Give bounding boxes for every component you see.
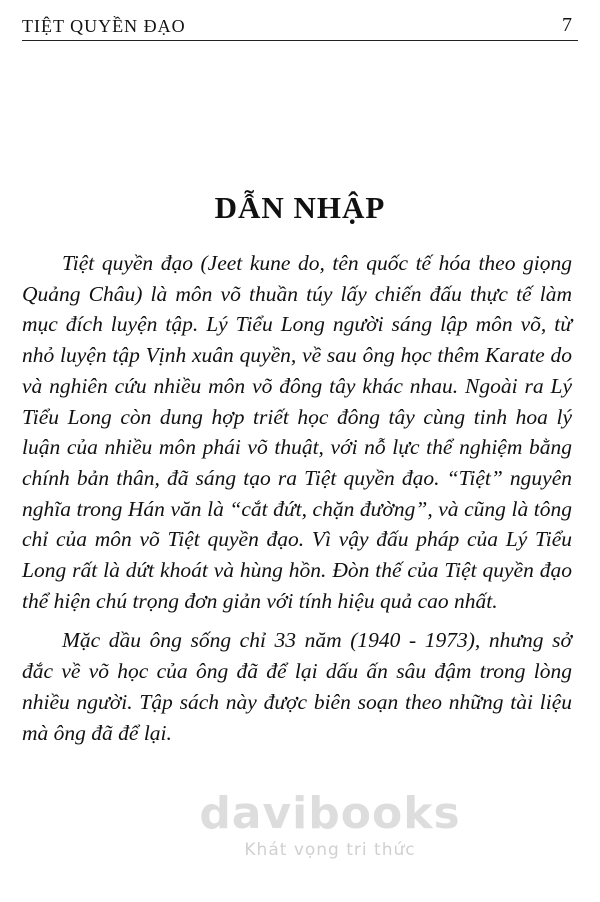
watermark: [170, 788, 490, 860]
watermark-slogan: Khát vọng tri thức: [244, 840, 416, 860]
watermark-brand: davibooks: [199, 788, 461, 839]
paragraph: Tiệt quyền đạo (Jeet kune do, tên quốc tế hóa theo giọng Quảng Châu) là môn võ thuần túy lấy chiến đấu thực tế làm mục đích luyện tập. Lý Tiểu Long người sáng lập môn võ, từ nhỏ luyện tập Vịnh xuân quyền, về sau ông học thêm Karate do và nghiên cứu nhiều môn võ đông tây khác nhau. Ngoài ra Lý Tiểu Long còn dung hợp triết học đông tây cùng tinh hoa lý luận của nhiều môn phái võ thuật, với nỗ lực thể nghiệm bằng chính bản thân, đã sáng tạo ra Tiệt quyền đạo. “Tiệt” nguyên nghĩa trong Hán văn là “cắt đứt, chặn đường”, và cũng là tông chỉ của môn võ Tiệt quyền đạo. Vì vậy đấu pháp của Lý Tiểu Long rất là dứt khoát và hùng hồn. Đòn thế của Tiệt quyền đạo thể hiện chú trọng đơn giản với tính hiệu quả cao nhất.: [22, 251, 572, 613]
body-text: [22, 248, 572, 748]
paragraph: Mặc dầu ông sống chỉ 33 năm (1940 - 1973), nhưng sở đắc về võ học của ông đã để lại dấu ấn sâu đậm trong lòng nhiều người. Tập sách này được biên soạn theo những tài liệu mà ông đã để lại.: [22, 628, 572, 745]
chapter-title: DẪN NHẬP: [214, 190, 386, 225]
running-header: [22, 6, 578, 41]
running-title: TIỆT QUYỀN ĐẠO: [22, 16, 186, 36]
page-number: 7: [562, 14, 572, 36]
